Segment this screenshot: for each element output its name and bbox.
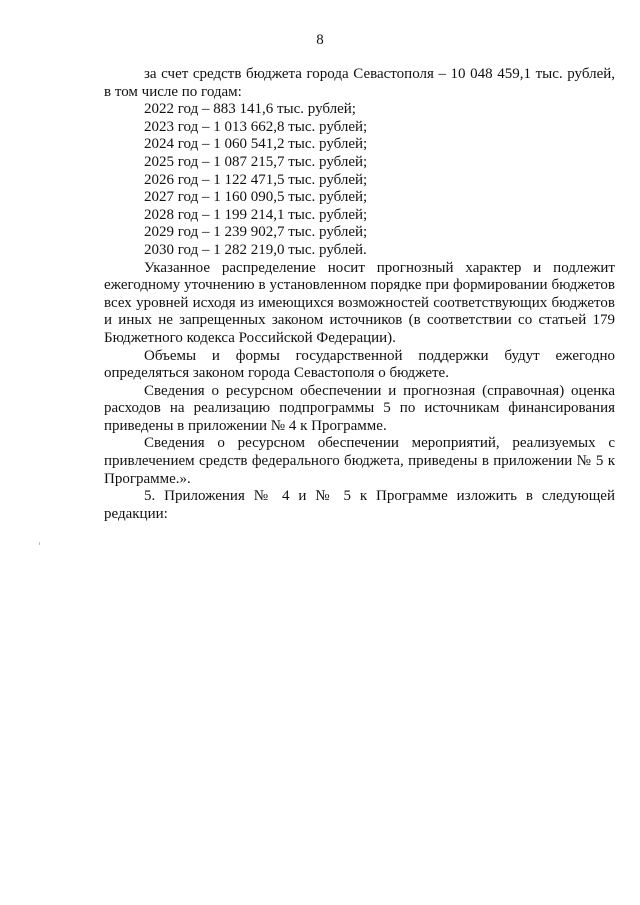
appendices-paragraph: 5. Приложения № 4 и № 5 к Программе изложить в следующей редакции: xyxy=(104,488,615,522)
scan-artifact xyxy=(39,542,40,545)
volumes-paragraph: Объемы и формы государственной поддержки будут ежегодно определяться законом города Севастополя о бюджете. xyxy=(104,347,615,382)
year-item-2025: 2025 год – 1 087 215,7 тыс. рублей; xyxy=(144,153,368,170)
year-item-2028: 2028 год – 1 199 214,1 тыс. рублей; xyxy=(144,206,368,223)
year-item-2022: 2022 год – 883 141,6 тыс. рублей; xyxy=(144,101,356,118)
resources-paragraph: Сведения о ресурсном обеспечении и прогнозная (справочная) оценка расходов на реализацию подпрограммы 5 по источникам финансирования приведены в приложении № 4 к Программе. xyxy=(104,382,615,434)
federal-paragraph: Сведения о ресурсном обеспечении мероприятий, реализуемых с привлечением средств федерального бюджета, приведены в приложении № 5 к Программе.». xyxy=(104,435,615,487)
year-item-2026: 2026 год – 1 122 471,5 тыс. рублей; xyxy=(144,171,368,188)
distribution-paragraph: Указанное распределение носит прогнозный характер и подлежит ежегодному уточнению в установленном порядке при формировании бюджетов всех уровней исходя из имеющихся возможностей соответствующих бюджетов и иных не запрещенных законом источников (в соответствии со статьей 179 Бюджетного кодекса Российской Федерации). xyxy=(104,259,615,346)
year-item-2023: 2023 год – 1 013 662,8 тыс. рублей; xyxy=(144,118,368,135)
by-years-line: в том числе по годам: xyxy=(104,83,242,100)
year-item-2029: 2029 год – 1 239 902,7 тыс. рублей; xyxy=(144,224,368,241)
year-item-2030: 2030 год – 1 282 219,0 тыс. рублей. xyxy=(144,241,367,258)
page-number: 8 xyxy=(316,32,324,48)
document-body xyxy=(104,66,615,523)
year-item-2024: 2024 год – 1 060 541,2 тыс. рублей; xyxy=(144,136,368,153)
years-list xyxy=(104,101,615,259)
budget-intro-line: за счет средств бюджета города Севастополя – 10 048 459,1 тыс. рублей, xyxy=(144,66,615,82)
year-item-2027: 2027 год – 1 160 090,5 тыс. рублей; xyxy=(144,189,368,206)
